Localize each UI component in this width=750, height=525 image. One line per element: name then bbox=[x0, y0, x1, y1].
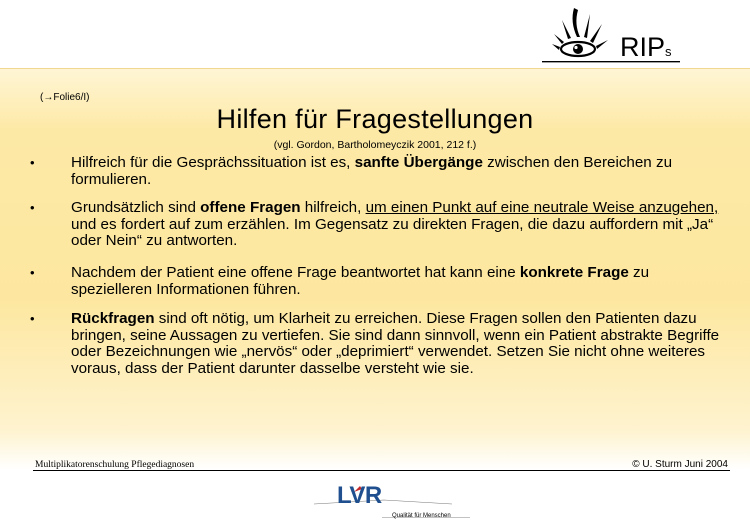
text-run: Nachdem der Patient eine offene Frage beantwortet hat kann eine bbox=[71, 264, 520, 281]
header-divider bbox=[0, 68, 750, 69]
underlined-text: um einen Punkt auf eine neutrale Weise anzugehen, bbox=[365, 199, 719, 216]
bullet-text bbox=[71, 311, 721, 377]
lvr-logo-text: LVR bbox=[337, 482, 382, 509]
emphasis-text: Rückfragen bbox=[71, 310, 155, 327]
text-run: sind oft nötig, um Klarheit zu erreichen. Diese Fragen sollen den Patienten dazu bringen, seine Aussagen zu vertiefen. Sie sind dann sinnvoll, wenn ein Patient abstrakte Begriffe oder Bezeichnungen wie „nervös“ oder „deprimiert“ verwendet. Setzen Sie nicht ohne weiteres voraus, dass der Patient darunter dasselbe versteht wie sie. bbox=[71, 310, 720, 377]
rips-logo-main: RIP bbox=[620, 32, 666, 62]
footer-copyright: © U. Sturm Juni 2004 bbox=[632, 459, 728, 470]
slide-reference: (→Folie6/I) bbox=[40, 92, 90, 103]
text-run: zu spezielleren Informationen führen. bbox=[71, 264, 650, 298]
text-run: hilfreich, bbox=[300, 199, 366, 216]
emphasis-text: sanfte Übergänge bbox=[354, 154, 483, 171]
lvr-tagline: Qualität für Menschen bbox=[392, 513, 451, 519]
footer-divider bbox=[33, 470, 730, 471]
rips-logo-sub: s bbox=[665, 44, 672, 59]
text-run: zwischen den Bereichen zu formulieren. bbox=[71, 154, 673, 188]
footer-course-name: Multiplikatorenschulung Pflegediagnosen bbox=[35, 460, 195, 470]
bullet-text bbox=[71, 155, 721, 188]
text-run: und es fordert auf zum erzählen. Im Gegensatz zu direkten Fragen, die dazu auffordern mit „Ja“ oder Nein“ zu antworten. bbox=[71, 215, 714, 249]
rips-logo-text bbox=[620, 32, 672, 63]
text-run: Grundsätzlich sind bbox=[71, 199, 201, 216]
emphasis-text: offene Fragen bbox=[200, 199, 301, 216]
bullet-text bbox=[71, 265, 721, 298]
bullet-marker: • bbox=[30, 155, 35, 170]
bullet-text bbox=[71, 200, 721, 250]
bullet-marker: • bbox=[30, 311, 35, 326]
slide-title: Hilfen für Fragestellungen bbox=[216, 104, 534, 134]
bullet-marker: • bbox=[30, 200, 35, 215]
bullet-marker: • bbox=[30, 265, 35, 280]
text-run: Hilfreich für die Gesprächssituation ist es, bbox=[71, 154, 355, 171]
slide-subtitle: (vgl. Gordon, Bartholomeyczik 2001, 212 f.) bbox=[273, 139, 477, 151]
emphasis-text: konkrete Frage bbox=[519, 264, 629, 281]
